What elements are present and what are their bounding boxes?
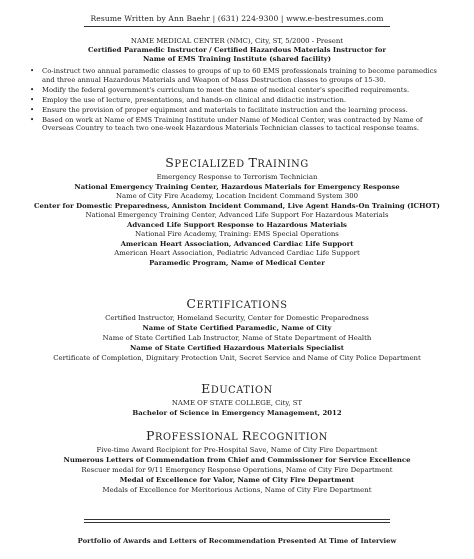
footer-rule-top xyxy=(84,519,390,520)
list-item xyxy=(28,67,446,84)
section-title-training: SPECIALIZED TRAINING xyxy=(165,155,309,170)
training-item: Paramedic Program, Name of Medical Center xyxy=(149,258,325,267)
footer-note: Portfolio of Awards and Letters of Recommendation Presented At Time of Interview xyxy=(77,537,397,545)
header-rule xyxy=(84,26,390,27)
job-title-line-2: Name of EMS Training Institute (shared facility) xyxy=(142,55,332,63)
list-item xyxy=(28,86,446,95)
resume-header: Resume Written by Ann Baehr | (631) 224-9300 | www.e-bestresumes.com xyxy=(90,14,384,23)
bullet-icon: • xyxy=(30,95,35,104)
training-item: National Emergency Training Center, Hazardous Materials for Emergency Response xyxy=(74,182,400,191)
section-title-recognition: PROFESSIONAL RECOGNITION xyxy=(146,428,328,443)
bullet-text: Ensure the provision of proper equipment and materials to facilitate instruction and the learning process. xyxy=(42,105,408,114)
recognition-item: Medals of Excellence for Meritorious Actions, Name of City Fire Department xyxy=(102,486,372,494)
certification-item: Certificate of Completion, Dignitary Protection Unit, Secret Service and Name of City Police Department xyxy=(53,354,421,362)
bullet-text: Employ the use of lecture, presentations, and hands-on clinical and didactic instruction. xyxy=(42,95,347,104)
bullet-icon: • xyxy=(30,105,35,114)
bullet-icon: • xyxy=(30,115,35,124)
certification-item: Certified Instructor, Homeland Security, Center for Domestic Preparedness xyxy=(105,314,369,322)
training-item: Advanced Life Support Response to Hazardous Materials xyxy=(127,220,347,229)
training-item: Name of City Fire Academy, Location Incident Command System 300 xyxy=(115,192,359,200)
job-title-line: Certified Paramedic Instructor / Certified Hazardous Materials Instructor for xyxy=(87,46,387,54)
training-item: American Heart Association, Advanced Cardiac Life Support xyxy=(120,239,354,248)
footer-rule-second xyxy=(84,522,390,523)
training-item: Center for Domestic Preparedness, Anniston Incident Command, Live Agent Hands-On Training (ICHOT) xyxy=(34,201,440,210)
list-item xyxy=(28,116,446,133)
bullet-icon: • xyxy=(30,85,35,94)
responsibility-list xyxy=(28,67,446,134)
certification-item: Name of State Certified Paramedic, Name of City xyxy=(142,324,332,332)
bullet-text: Co-instruct two annual paramedic classes to groups of up to 60 EMS professionals training to become paramedics and three annual Hazardous Materials and Weapon of Mass Destruction classes to groups of 15-30. xyxy=(42,67,437,84)
recognition-item: Five-time Award Recipient for Pre-Hospital Save, Name of City Fire Department xyxy=(96,446,378,454)
bullet-icon: • xyxy=(30,67,35,75)
bullet-text: Modify the federal government's curriculum to meet the name of medical center's specified requirements. xyxy=(42,85,410,94)
bullet-text: Based on work at Name of EMS Training Institute under Name of Medical Center, was contracted by Name of Overseas Country to teach two one-week Hazardous Materials Technician classes to tactical response teams. xyxy=(42,115,423,133)
certification-item: Name of State Certified Hazardous Materials Specialist xyxy=(129,344,344,352)
section-title-education: EDUCATION xyxy=(201,381,273,396)
training-item: American Heart Association, Pediatric Advanced Cardiac Life Support xyxy=(114,249,360,257)
recognition-item: Rescuer medal for 9/11 Emergency Response Operations, Name of City Fire Department xyxy=(81,466,393,474)
training-item: National Fire Academy, Training: EMS Special Operations xyxy=(135,230,339,238)
list-item xyxy=(28,96,446,105)
list-item xyxy=(28,106,446,115)
training-item: Emergency Response to Terrorism Technician xyxy=(156,173,318,181)
recognition-item: Medal of Excellence for Valor, Name of City Fire Department xyxy=(119,476,355,484)
certification-item: Name of State Certified Lab Instructor, Name of State Department of Health xyxy=(102,334,372,342)
section-title-certifications: CERTIFICATIONS xyxy=(186,296,288,311)
education-item: NAME OF STATE COLLEGE, City, ST xyxy=(171,399,303,407)
training-item: National Emergency Training Center, Advanced Life Support For Hazardous Materials xyxy=(85,211,389,219)
education-item: Bachelor of Science in Emergency Management, 2012 xyxy=(132,408,342,417)
employer-line: NAME MEDICAL CENTER (NMC), City, ST, 5/2000 - Present xyxy=(130,37,344,45)
recognition-item: Numerous Letters of Commendation from Chief and Commissioner for Service Excellence xyxy=(63,456,411,464)
